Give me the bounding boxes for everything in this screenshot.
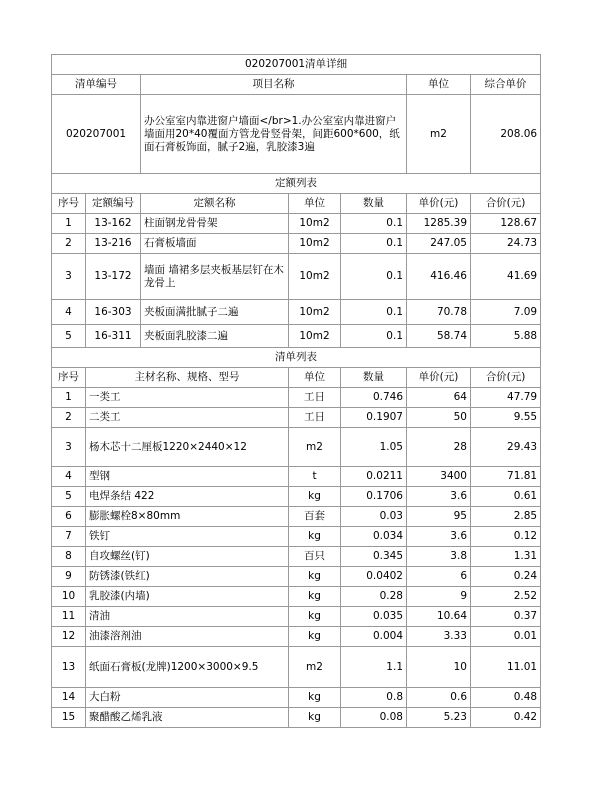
material-seq: 14 bbox=[52, 688, 86, 708]
material-seq: 12 bbox=[52, 627, 86, 647]
quota-qty: 0.1 bbox=[341, 300, 407, 325]
material-total: 11.01 bbox=[471, 647, 541, 688]
quota-row bbox=[52, 325, 541, 348]
materials-section-row bbox=[52, 348, 541, 368]
quota-price: 416.46 bbox=[407, 254, 471, 300]
quota-row bbox=[52, 300, 541, 325]
quota-total: 24.73 bbox=[471, 234, 541, 254]
quota-seq: 2 bbox=[52, 234, 86, 254]
material-name: 铁钉 bbox=[86, 527, 289, 547]
quota-price: 1285.39 bbox=[407, 214, 471, 234]
material-total: 2.85 bbox=[471, 507, 541, 527]
material-total: 0.01 bbox=[471, 627, 541, 647]
material-seq: 3 bbox=[52, 428, 86, 467]
material-qty: 0.345 bbox=[341, 547, 407, 567]
quota-header-price: 单价(元) bbox=[407, 194, 471, 214]
materials-section-title: 清单列表 bbox=[52, 348, 541, 368]
material-seq: 2 bbox=[52, 408, 86, 428]
quota-header-row bbox=[52, 194, 541, 214]
header-code: 清单编号 bbox=[52, 75, 141, 95]
material-unit: kg bbox=[289, 627, 341, 647]
material-total: 0.48 bbox=[471, 688, 541, 708]
material-qty: 0.004 bbox=[341, 627, 407, 647]
quota-header-unit: 单位 bbox=[289, 194, 341, 214]
material-qty: 0.03 bbox=[341, 507, 407, 527]
quota-price: 70.78 bbox=[407, 300, 471, 325]
material-unit: 百套 bbox=[289, 507, 341, 527]
material-row bbox=[52, 467, 541, 487]
material-qty: 0.8 bbox=[341, 688, 407, 708]
quota-total: 7.09 bbox=[471, 300, 541, 325]
quota-seq: 1 bbox=[52, 214, 86, 234]
bill-detail-table bbox=[51, 54, 541, 728]
material-qty: 0.035 bbox=[341, 607, 407, 627]
quota-code: 13-216 bbox=[86, 234, 141, 254]
materials-header-row bbox=[52, 368, 541, 388]
material-price: 6 bbox=[407, 567, 471, 587]
quota-total: 128.67 bbox=[471, 214, 541, 234]
material-qty: 0.1706 bbox=[341, 487, 407, 507]
material-unit: kg bbox=[289, 587, 341, 607]
quota-unit: 10m2 bbox=[289, 300, 341, 325]
material-seq: 1 bbox=[52, 388, 86, 408]
material-name: 纸面石膏板(龙牌)1200×3000×9.5 bbox=[86, 647, 289, 688]
quota-header-qty: 数量 bbox=[341, 194, 407, 214]
material-price: 3.33 bbox=[407, 627, 471, 647]
quota-code: 13-172 bbox=[86, 254, 141, 300]
quota-row bbox=[52, 234, 541, 254]
item-price: 208.06 bbox=[471, 95, 541, 174]
material-total: 0.42 bbox=[471, 708, 541, 728]
material-qty: 0.28 bbox=[341, 587, 407, 607]
quota-header-seq: 序号 bbox=[52, 194, 86, 214]
title-row bbox=[52, 55, 541, 75]
material-price: 28 bbox=[407, 428, 471, 467]
materials-header-qty: 数量 bbox=[341, 368, 407, 388]
material-unit: 工日 bbox=[289, 408, 341, 428]
header-unit: 单位 bbox=[407, 75, 471, 95]
material-unit: kg bbox=[289, 567, 341, 587]
material-unit: t bbox=[289, 467, 341, 487]
material-name: 杨木芯十二厘板1220×2440×12 bbox=[86, 428, 289, 467]
material-price: 3400 bbox=[407, 467, 471, 487]
quota-qty: 0.1 bbox=[341, 325, 407, 348]
material-seq: 9 bbox=[52, 567, 86, 587]
material-qty: 1.05 bbox=[341, 428, 407, 467]
quota-price: 247.05 bbox=[407, 234, 471, 254]
quota-qty: 0.1 bbox=[341, 234, 407, 254]
materials-header-seq: 序号 bbox=[52, 368, 86, 388]
quota-code: 16-303 bbox=[86, 300, 141, 325]
material-unit: kg bbox=[289, 487, 341, 507]
material-qty: 0.0211 bbox=[341, 467, 407, 487]
material-seq: 8 bbox=[52, 547, 86, 567]
material-unit: kg bbox=[289, 607, 341, 627]
material-name: 一类工 bbox=[86, 388, 289, 408]
quota-total: 41.69 bbox=[471, 254, 541, 300]
material-row bbox=[52, 507, 541, 527]
material-qty: 0.1907 bbox=[341, 408, 407, 428]
material-seq: 5 bbox=[52, 487, 86, 507]
material-price: 64 bbox=[407, 388, 471, 408]
material-price: 3.8 bbox=[407, 547, 471, 567]
quota-row bbox=[52, 254, 541, 300]
material-seq: 13 bbox=[52, 647, 86, 688]
material-qty: 0.746 bbox=[341, 388, 407, 408]
quota-section-row bbox=[52, 174, 541, 194]
quota-qty: 0.1 bbox=[341, 254, 407, 300]
material-qty: 0.034 bbox=[341, 527, 407, 547]
material-seq: 4 bbox=[52, 467, 86, 487]
item-code: 020207001 bbox=[52, 95, 141, 174]
material-seq: 6 bbox=[52, 507, 86, 527]
material-total: 0.61 bbox=[471, 487, 541, 507]
material-name: 大白粉 bbox=[86, 688, 289, 708]
material-total: 0.12 bbox=[471, 527, 541, 547]
materials-header-name: 主材名称、规格、型号 bbox=[86, 368, 289, 388]
material-unit: m2 bbox=[289, 428, 341, 467]
materials-body bbox=[52, 388, 541, 728]
materials-header-price: 单价(元) bbox=[407, 368, 471, 388]
quota-header-code: 定额编号 bbox=[86, 194, 141, 214]
material-unit: kg bbox=[289, 708, 341, 728]
bill-item-row bbox=[52, 95, 541, 174]
material-row bbox=[52, 688, 541, 708]
material-price: 0.6 bbox=[407, 688, 471, 708]
material-row bbox=[52, 408, 541, 428]
material-name: 膨胀螺栓8×80mm bbox=[86, 507, 289, 527]
quota-total: 5.88 bbox=[471, 325, 541, 348]
quota-unit: 10m2 bbox=[289, 214, 341, 234]
item-unit: m2 bbox=[407, 95, 471, 174]
material-total: 0.24 bbox=[471, 567, 541, 587]
quota-row bbox=[52, 214, 541, 234]
material-price: 10.64 bbox=[407, 607, 471, 627]
quota-seq: 5 bbox=[52, 325, 86, 348]
materials-header-total: 合价(元) bbox=[471, 368, 541, 388]
quota-header-name: 定额名称 bbox=[141, 194, 289, 214]
material-total: 71.81 bbox=[471, 467, 541, 487]
material-name: 电焊条结 422 bbox=[86, 487, 289, 507]
material-name: 聚醋酸乙烯乳液 bbox=[86, 708, 289, 728]
material-price: 9 bbox=[407, 587, 471, 607]
material-row bbox=[52, 527, 541, 547]
material-qty: 0.0402 bbox=[341, 567, 407, 587]
materials-header-unit: 单位 bbox=[289, 368, 341, 388]
material-unit: 工日 bbox=[289, 388, 341, 408]
material-name: 自攻螺丝(钉) bbox=[86, 547, 289, 567]
material-price: 5.23 bbox=[407, 708, 471, 728]
bill-header-row bbox=[52, 75, 541, 95]
quota-seq: 3 bbox=[52, 254, 86, 300]
quota-code: 16-311 bbox=[86, 325, 141, 348]
material-row bbox=[52, 607, 541, 627]
material-row bbox=[52, 428, 541, 467]
quota-code: 13-162 bbox=[86, 214, 141, 234]
material-row bbox=[52, 487, 541, 507]
material-row bbox=[52, 567, 541, 587]
material-unit: 百只 bbox=[289, 547, 341, 567]
material-name: 防锈漆(铁红) bbox=[86, 567, 289, 587]
material-seq: 7 bbox=[52, 527, 86, 547]
header-name: 项目名称 bbox=[141, 75, 407, 95]
header-price: 综合单价 bbox=[471, 75, 541, 95]
material-unit: kg bbox=[289, 527, 341, 547]
material-price: 95 bbox=[407, 507, 471, 527]
material-qty: 0.08 bbox=[341, 708, 407, 728]
material-total: 0.37 bbox=[471, 607, 541, 627]
quota-name: 夹板面乳胶漆二遍 bbox=[141, 325, 289, 348]
material-row bbox=[52, 708, 541, 728]
material-row bbox=[52, 647, 541, 688]
material-total: 47.79 bbox=[471, 388, 541, 408]
material-name: 清油 bbox=[86, 607, 289, 627]
material-seq: 15 bbox=[52, 708, 86, 728]
material-total: 2.52 bbox=[471, 587, 541, 607]
material-total: 1.31 bbox=[471, 547, 541, 567]
quota-unit: 10m2 bbox=[289, 254, 341, 300]
material-qty: 1.1 bbox=[341, 647, 407, 688]
material-price: 3.6 bbox=[407, 487, 471, 507]
material-price: 3.6 bbox=[407, 527, 471, 547]
item-name: 办公室室内靠进窗户墙面</br>1.办公室室内靠进窗户墙面用20*40覆面方管龙骨竖骨架，间距600*600，纸面石膏板饰面，腻子2遍，乳胶漆3遍 bbox=[141, 95, 407, 174]
material-price: 10 bbox=[407, 647, 471, 688]
quota-unit: 10m2 bbox=[289, 234, 341, 254]
quota-seq: 4 bbox=[52, 300, 86, 325]
quota-name: 墙面 墙裙多层夹板基层钉在木龙骨上 bbox=[141, 254, 289, 300]
quota-qty: 0.1 bbox=[341, 214, 407, 234]
page-title: 020207001清单详细 bbox=[52, 55, 541, 75]
quota-name: 石膏板墙面 bbox=[141, 234, 289, 254]
quota-unit: 10m2 bbox=[289, 325, 341, 348]
material-total: 9.55 bbox=[471, 408, 541, 428]
material-row bbox=[52, 547, 541, 567]
material-name: 乳胶漆(内墙) bbox=[86, 587, 289, 607]
quota-price: 58.74 bbox=[407, 325, 471, 348]
material-seq: 10 bbox=[52, 587, 86, 607]
material-name: 油漆溶剂油 bbox=[86, 627, 289, 647]
material-row bbox=[52, 388, 541, 408]
material-price: 50 bbox=[407, 408, 471, 428]
material-unit: kg bbox=[289, 688, 341, 708]
material-unit: m2 bbox=[289, 647, 341, 688]
quota-name: 柱面钢龙骨骨架 bbox=[141, 214, 289, 234]
quota-section-title: 定额列表 bbox=[52, 174, 541, 194]
material-row bbox=[52, 587, 541, 607]
quota-name: 夹板面满批腻子二遍 bbox=[141, 300, 289, 325]
material-name: 型钢 bbox=[86, 467, 289, 487]
material-seq: 11 bbox=[52, 607, 86, 627]
material-row bbox=[52, 627, 541, 647]
quota-header-total: 合价(元) bbox=[471, 194, 541, 214]
material-total: 29.43 bbox=[471, 428, 541, 467]
material-name: 二类工 bbox=[86, 408, 289, 428]
